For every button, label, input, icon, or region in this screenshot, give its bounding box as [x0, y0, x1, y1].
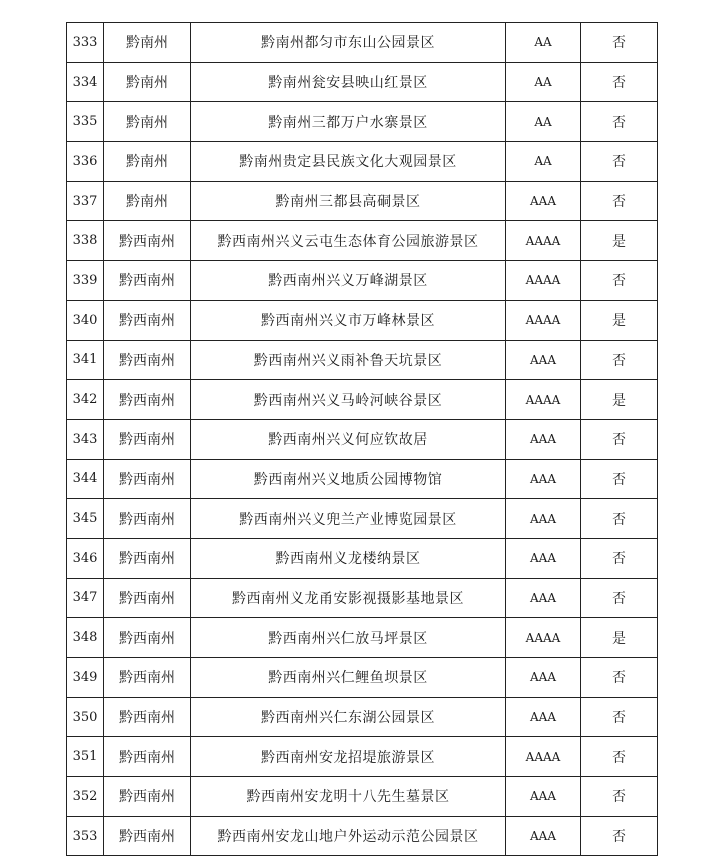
table-body — [67, 23, 658, 856]
prefecture-cell: 黔西南州 — [104, 300, 191, 340]
table-row — [67, 697, 658, 737]
row-number: 347 — [67, 578, 104, 618]
table-row — [67, 777, 658, 817]
row-number: 348 — [67, 618, 104, 658]
flag-cell: 否 — [581, 142, 658, 182]
table-row — [67, 459, 658, 499]
row-number: 337 — [67, 181, 104, 221]
table-row — [67, 658, 658, 698]
scenic-area-name-cell: 黔西南州兴义万峰湖景区 — [191, 261, 506, 301]
grade-level-cell: AAA — [506, 419, 581, 459]
flag-cell: 是 — [581, 300, 658, 340]
row-number: 335 — [67, 102, 104, 142]
scenic-area-table — [66, 22, 658, 856]
prefecture-cell: 黔西南州 — [104, 261, 191, 301]
flag-cell: 否 — [581, 816, 658, 856]
prefecture-cell: 黔西南州 — [104, 578, 191, 618]
flag-cell: 否 — [581, 181, 658, 221]
flag-cell: 否 — [581, 697, 658, 737]
scenic-area-name-cell: 黔西南州安龙明十八先生墓景区 — [191, 777, 506, 817]
grade-level-cell: AAAA — [506, 221, 581, 261]
scenic-area-name-cell: 黔南州瓮安县映山红景区 — [191, 62, 506, 102]
prefecture-cell: 黔南州 — [104, 102, 191, 142]
row-number: 350 — [67, 697, 104, 737]
prefecture-cell: 黔南州 — [104, 23, 191, 63]
table-row — [67, 261, 658, 301]
table-row — [67, 737, 658, 777]
prefecture-cell: 黔西南州 — [104, 658, 191, 698]
scenic-area-name-cell: 黔西南州兴义兜兰产业博览园景区 — [191, 499, 506, 539]
prefecture-cell: 黔西南州 — [104, 459, 191, 499]
scenic-area-name-cell: 黔西南州兴义马岭河峡谷景区 — [191, 380, 506, 420]
table-row — [67, 300, 658, 340]
table-row — [67, 23, 658, 63]
prefecture-cell: 黔南州 — [104, 142, 191, 182]
scenic-area-name-cell: 黔南州贵定县民族文化大观园景区 — [191, 142, 506, 182]
row-number: 349 — [67, 658, 104, 698]
flag-cell: 否 — [581, 499, 658, 539]
row-number: 342 — [67, 380, 104, 420]
grade-level-cell: AAA — [506, 816, 581, 856]
flag-cell: 否 — [581, 658, 658, 698]
table-row — [67, 142, 658, 182]
grade-level-cell: AAA — [506, 538, 581, 578]
grade-level-cell: AAAA — [506, 261, 581, 301]
row-number: 334 — [67, 62, 104, 102]
grade-level-cell: AAAA — [506, 300, 581, 340]
flag-cell: 是 — [581, 618, 658, 658]
grade-level-cell: AA — [506, 23, 581, 63]
prefecture-cell: 黔西南州 — [104, 737, 191, 777]
grade-level-cell: AAA — [506, 181, 581, 221]
scenic-area-name-cell: 黔南州都匀市东山公园景区 — [191, 23, 506, 63]
row-number: 352 — [67, 777, 104, 817]
scenic-area-name-cell: 黔西南州安龙山地户外运动示范公园景区 — [191, 816, 506, 856]
grade-level-cell: AAA — [506, 340, 581, 380]
table-row — [67, 538, 658, 578]
scenic-area-name-cell: 黔西南州兴义何应钦故居 — [191, 419, 506, 459]
prefecture-cell: 黔西南州 — [104, 697, 191, 737]
grade-level-cell: AAA — [506, 499, 581, 539]
row-number: 333 — [67, 23, 104, 63]
scenic-area-name-cell: 黔南州三都县高硐景区 — [191, 181, 506, 221]
grade-level-cell: AAAA — [506, 737, 581, 777]
grade-level-cell: AA — [506, 142, 581, 182]
flag-cell: 否 — [581, 578, 658, 618]
scenic-area-name-cell: 黔西南州兴仁放马坪景区 — [191, 618, 506, 658]
table-row — [67, 380, 658, 420]
flag-cell: 否 — [581, 340, 658, 380]
scenic-area-name-cell: 黔西南州兴义雨补鲁天坑景区 — [191, 340, 506, 380]
row-number: 351 — [67, 737, 104, 777]
scenic-area-name-cell: 黔西南州兴仁鲤鱼坝景区 — [191, 658, 506, 698]
prefecture-cell: 黔西南州 — [104, 499, 191, 539]
table-row — [67, 340, 658, 380]
scenic-area-name-cell: 黔南州三都万户水寨景区 — [191, 102, 506, 142]
row-number: 346 — [67, 538, 104, 578]
table-row — [67, 618, 658, 658]
table-row — [67, 419, 658, 459]
row-number: 336 — [67, 142, 104, 182]
row-number: 353 — [67, 816, 104, 856]
prefecture-cell: 黔西南州 — [104, 380, 191, 420]
row-number: 345 — [67, 499, 104, 539]
row-number: 341 — [67, 340, 104, 380]
scenic-area-name-cell: 黔西南州兴义云屯生态体育公园旅游景区 — [191, 221, 506, 261]
scenic-area-name-cell: 黔西南州安龙招堤旅游景区 — [191, 737, 506, 777]
flag-cell: 否 — [581, 62, 658, 102]
prefecture-cell: 黔南州 — [104, 181, 191, 221]
grade-level-cell: AAA — [506, 697, 581, 737]
grade-level-cell: AAA — [506, 658, 581, 698]
table-row — [67, 181, 658, 221]
row-number: 343 — [67, 419, 104, 459]
flag-cell: 否 — [581, 419, 658, 459]
flag-cell: 是 — [581, 380, 658, 420]
flag-cell: 否 — [581, 538, 658, 578]
scenic-area-name-cell: 黔西南州兴义地质公园博物馆 — [191, 459, 506, 499]
row-number: 340 — [67, 300, 104, 340]
table-row — [67, 62, 658, 102]
table-row — [67, 499, 658, 539]
grade-level-cell: AAA — [506, 459, 581, 499]
grade-level-cell: AA — [506, 102, 581, 142]
scenic-area-name-cell: 黔西南州义龙楼纳景区 — [191, 538, 506, 578]
flag-cell: 否 — [581, 777, 658, 817]
table-row — [67, 221, 658, 261]
grade-level-cell: AAAA — [506, 618, 581, 658]
prefecture-cell: 黔西南州 — [104, 777, 191, 817]
prefecture-cell: 黔西南州 — [104, 221, 191, 261]
scenic-area-name-cell: 黔西南州义龙甬安影视摄影基地景区 — [191, 578, 506, 618]
row-number: 344 — [67, 459, 104, 499]
prefecture-cell: 黔西南州 — [104, 419, 191, 459]
grade-level-cell: AAA — [506, 578, 581, 618]
row-number: 338 — [67, 221, 104, 261]
flag-cell: 是 — [581, 221, 658, 261]
flag-cell: 否 — [581, 261, 658, 301]
prefecture-cell: 黔西南州 — [104, 538, 191, 578]
scenic-area-name-cell: 黔西南州兴义市万峰林景区 — [191, 300, 506, 340]
table-row — [67, 102, 658, 142]
flag-cell: 否 — [581, 23, 658, 63]
scenic-area-name-cell: 黔西南州兴仁东湖公园景区 — [191, 697, 506, 737]
grade-level-cell: AA — [506, 62, 581, 102]
prefecture-cell: 黔南州 — [104, 62, 191, 102]
flag-cell: 否 — [581, 737, 658, 777]
prefecture-cell: 黔西南州 — [104, 618, 191, 658]
grade-level-cell: AAA — [506, 777, 581, 817]
prefecture-cell: 黔西南州 — [104, 816, 191, 856]
grade-level-cell: AAAA — [506, 380, 581, 420]
flag-cell: 否 — [581, 459, 658, 499]
table-row — [67, 816, 658, 856]
prefecture-cell: 黔西南州 — [104, 340, 191, 380]
table-row — [67, 578, 658, 618]
flag-cell: 否 — [581, 102, 658, 142]
row-number: 339 — [67, 261, 104, 301]
